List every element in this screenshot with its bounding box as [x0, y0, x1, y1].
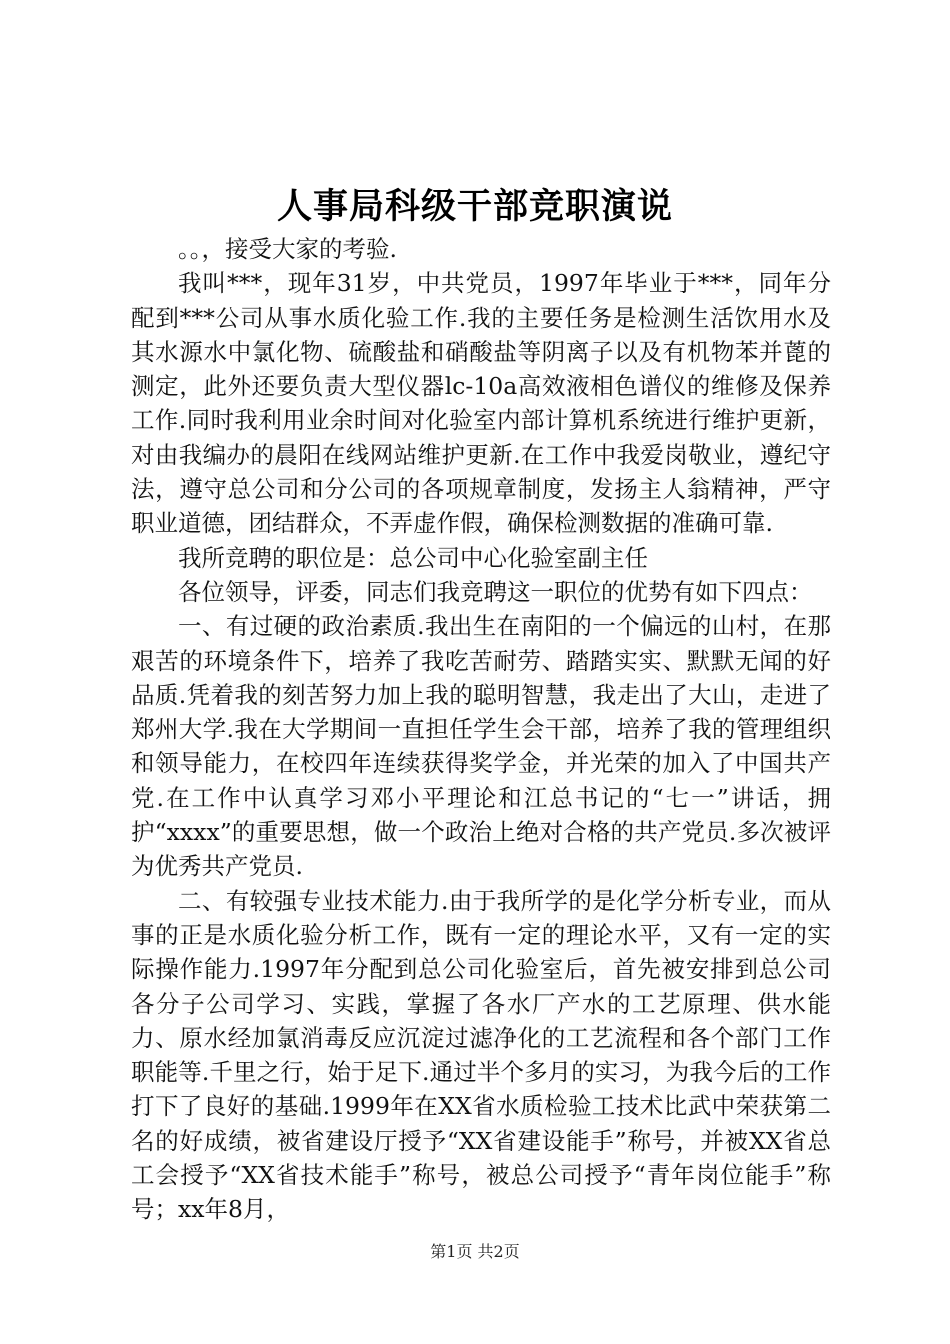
- page-number-footer: 第1页 共2页: [430, 1242, 520, 1261]
- paragraph-political-quality: 一、有过硬的政治素质.我出生在南阳的一个偏远的山村，在那艰苦的环境条件下，培养了我吃苦耐劳、踏踏实实、默默无闻的好品质.凭着我的刻苦努力加上我的聪明智慧，我走出了大山，走进了郑州大学.我在大学期间一直担任学生会干部，培养了我的管理组织和领导能力，在校四年连续获得奖学金，并光荣的加入了中国共产党.在工作中认真学习邓小平理论和江总书记的“七一”讲话，拥护“xxxx”的重要思想，做一个政治上绝对合格的共产党员.多次被评为优秀共产党员.: [131, 612, 831, 881]
- paragraph-self-introduction: 我叫***，现年31岁，中共党员，1997年毕业于***，同年分配到***公司从事水质化验工作.我的主要任务是检测生活饮用水及其水源水中氯化物、硫酸盐和硝酸盐等阴离子以及有机物苯并蓖的测定，此外还要负责大型仪器lc-10a高效液相色谱仪的维修及保养工作.同时我利用业余时间对化验室内部计算机系统进行维护更新，对由我编办的晨阳在线网站维护更新.在工作中我爱岗敬业，遵纪守法，遵守总公司和分公司的各项规章制度，发扬主人翁精神，严守职业道德，团结群众，不弄虚作假，确保检测数据的准确可靠.: [131, 269, 831, 538]
- paragraph-position: 我所竞聘的职位是：总公司中心化验室副主任: [178, 543, 648, 572]
- document-body: [131, 232, 831, 1227]
- paragraph-technical-ability: 二、有较强专业技术能力.由于我所学的是化学分析专业，而从事的正是水质化验分析工作，既有一定的理论水平，又有一定的实际操作能力.1997年分配到总公司化验室后，首先被安排到总公司各分子公司学习、实践，掌握了各水厂产水的工艺原理、供水能力、原水经加氯消毒反应沉淀过滤净化的工艺流程和各个部门工作职能等.千里之行，始于足下.通过半个多月的实习，为我今后的工作打下了良好的基础.1999年在XX省水质检验工技术比武中荣获第二名的好成绩，被省建设厅授予“XX省建设能手”称号，并被XX省总工会授予“XX省技术能手”称号，被总公司授予“青年岗位能手”称号；xx年8月，: [131, 886, 831, 1224]
- paragraph-advantages-intro: 各位领导，评委，同志们我竞聘这一职位的优势有如下四点：: [178, 577, 813, 606]
- paragraph-opening: 。。，接受大家的考验.: [178, 235, 397, 263]
- document-title: 人事局科级干部竞职演说: [276, 186, 673, 227]
